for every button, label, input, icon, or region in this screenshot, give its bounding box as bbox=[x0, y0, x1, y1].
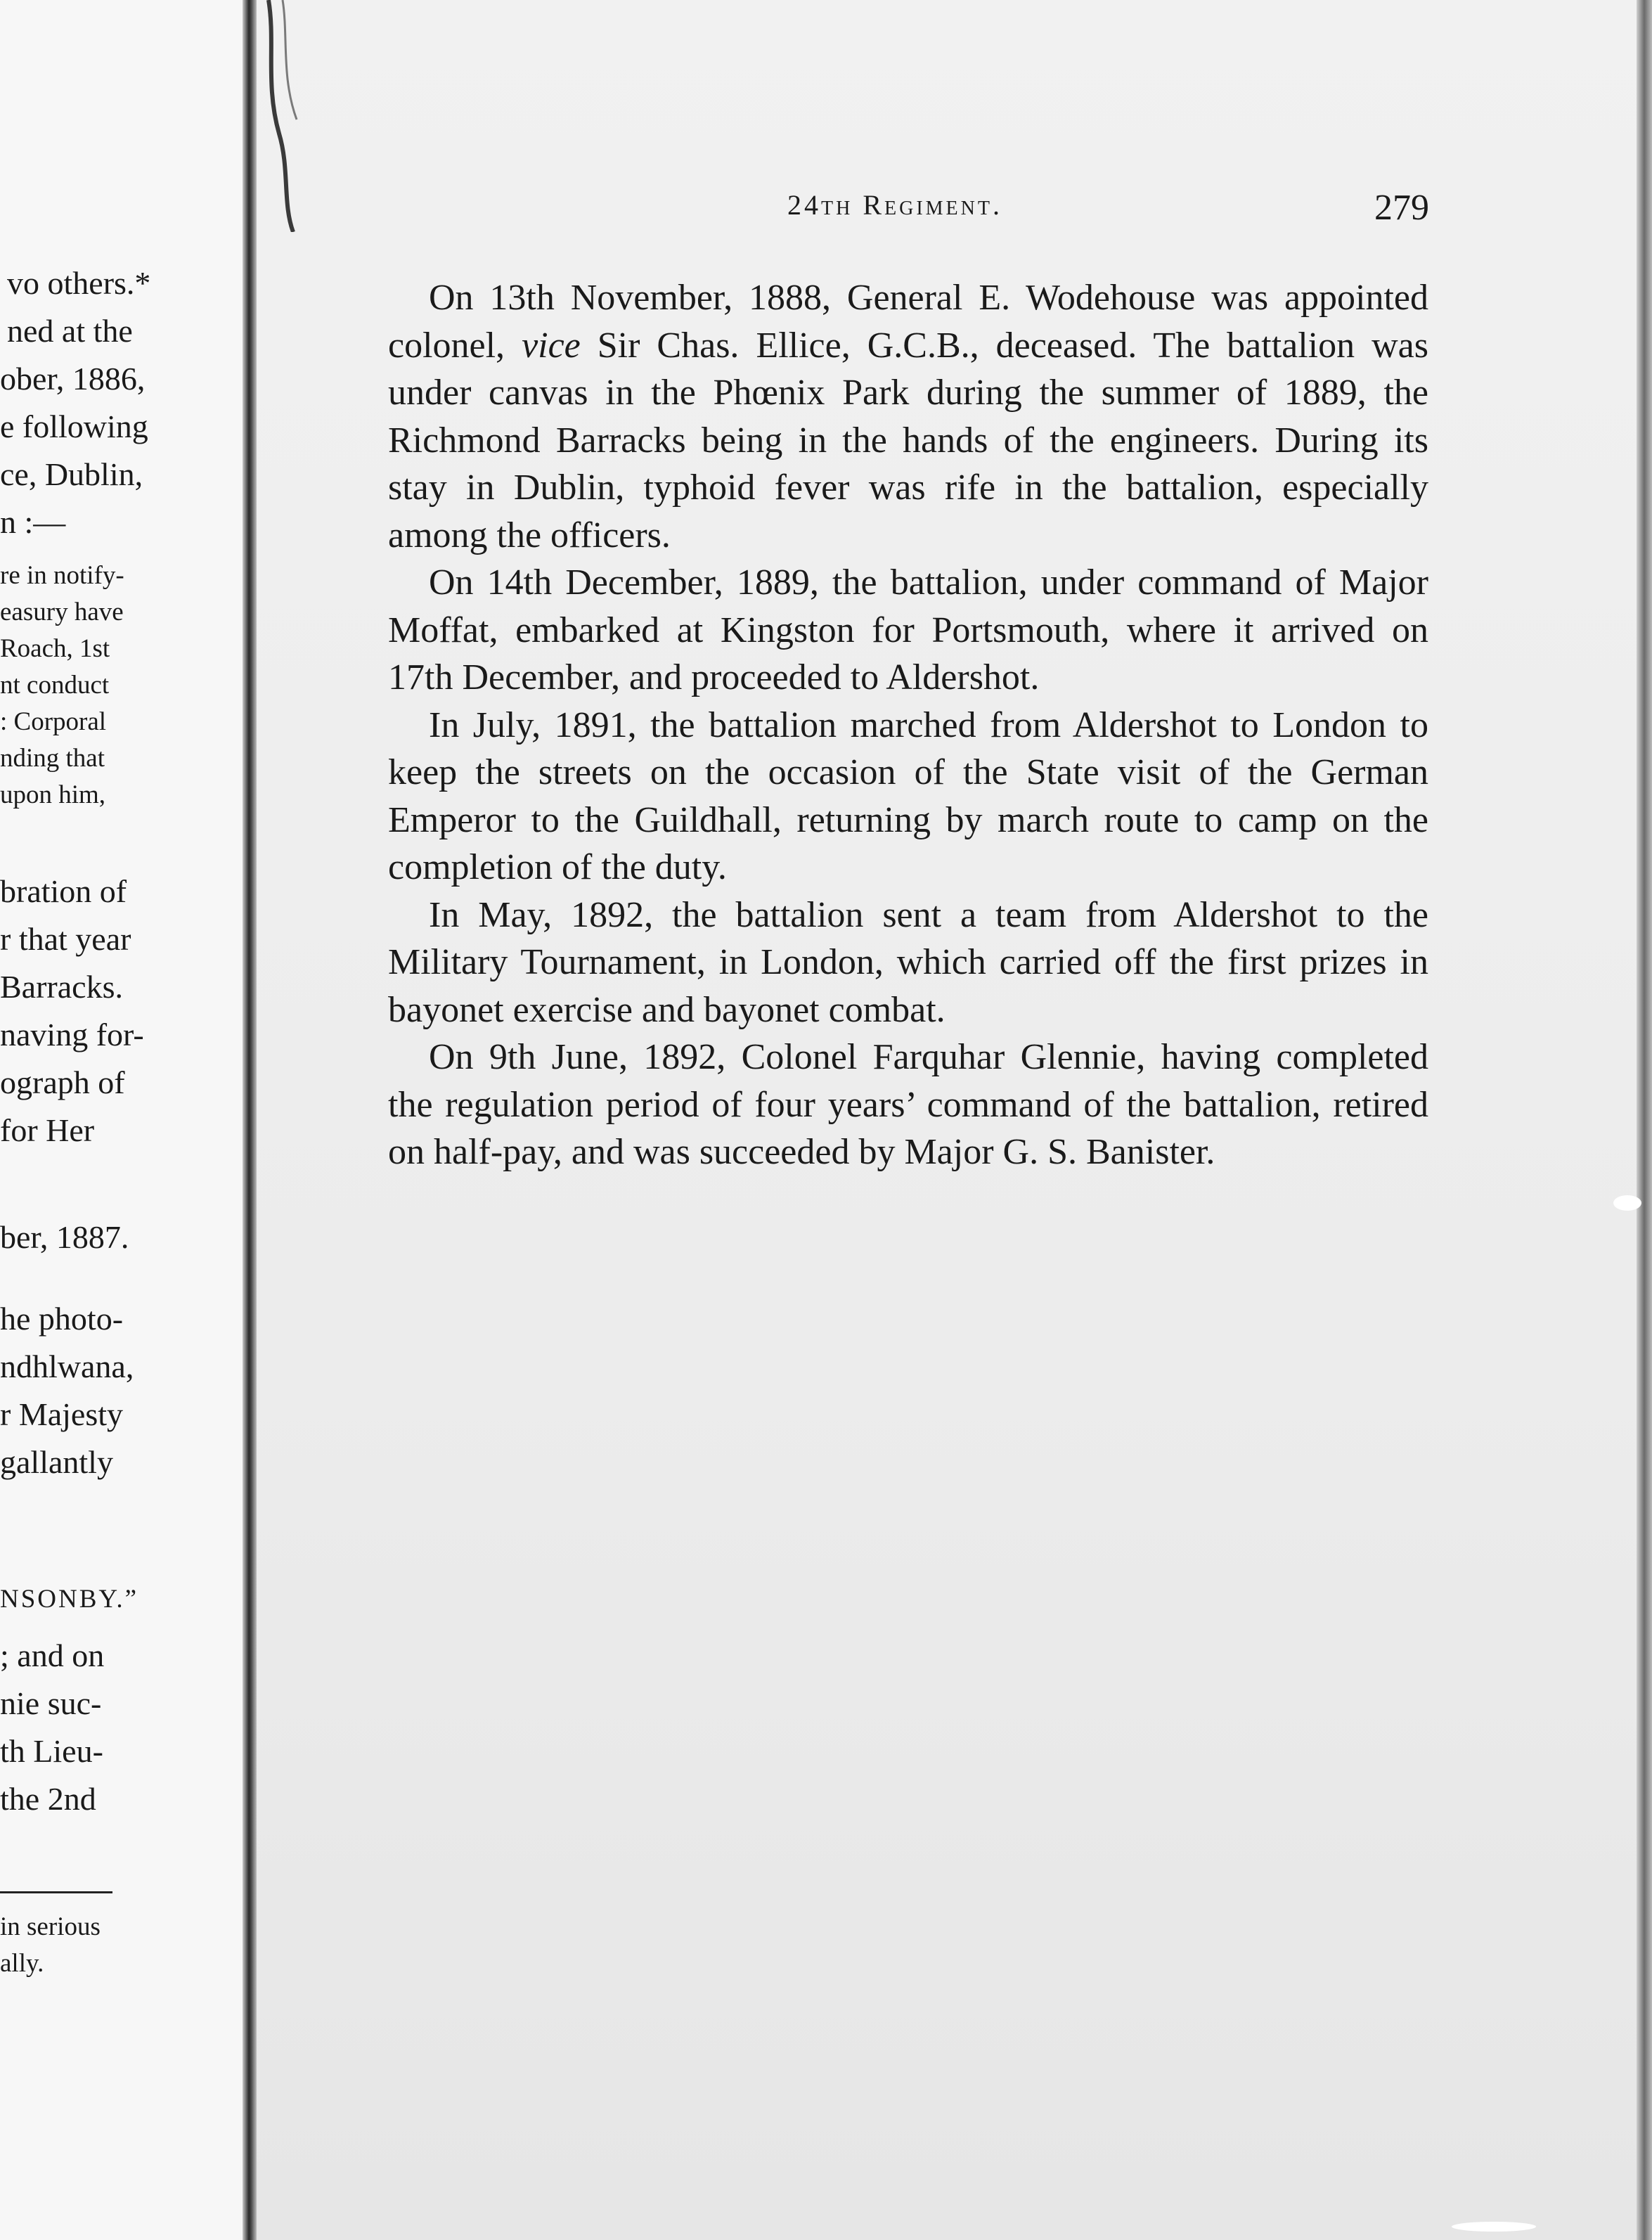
left-page-line: re in notify- bbox=[0, 561, 124, 590]
running-head-text: 24th Regiment. bbox=[787, 189, 1002, 221]
left-page-line: upon him, bbox=[0, 780, 106, 809]
paragraph-italic-text: vice bbox=[522, 325, 581, 366]
paper-speck bbox=[1613, 1195, 1641, 1211]
left-page-line: bration of bbox=[0, 873, 127, 909]
paragraph: On 14th December, 1889, the battalion, under command of Major Moffat, embarked at Kingston for Portsmouth, where it arrived on 17th December, and proceeded to Aldershot. bbox=[388, 562, 1428, 697]
footnote-line: ally. bbox=[0, 1949, 44, 1978]
left-page-line: e following bbox=[0, 408, 148, 444]
left-page-line: the 2nd bbox=[0, 1781, 96, 1817]
left-page-line: nie suc- bbox=[0, 1685, 102, 1721]
left-page-line: vo others.* bbox=[7, 265, 151, 301]
left-page-line: Roach, 1st bbox=[0, 634, 110, 663]
left-page-line: ce, Dublin, bbox=[0, 456, 143, 492]
paragraph-text: Sir Chas. Ellice, G.C.B., deceased. The battalion was under canvas in the Phœnix Park during the summer of 1889, the Richmond Barracks being in the hands of the engineers. During its stay in Dublin, typhoid fever was rife in the battalion, especially among the officers. bbox=[388, 325, 1428, 555]
left-page-line: for Her bbox=[0, 1112, 95, 1148]
left-page-line: ned at the bbox=[7, 313, 133, 349]
left-page-line: r Majesty bbox=[0, 1396, 124, 1432]
left-page bbox=[0, 0, 246, 2240]
left-page-line: gallantly bbox=[0, 1444, 113, 1480]
running-head bbox=[787, 191, 1002, 219]
body-text bbox=[388, 274, 1428, 1176]
left-page-line: nt conduct bbox=[0, 671, 110, 700]
left-page-line: NSONBY.” bbox=[0, 1585, 139, 1614]
left-page-line: ndhlwana, bbox=[0, 1348, 134, 1384]
left-page-line: ograph of bbox=[0, 1064, 125, 1100]
book-gutter bbox=[243, 0, 257, 2240]
left-page-line: naving for- bbox=[0, 1017, 144, 1053]
page-number: 279 bbox=[1374, 188, 1429, 228]
left-page-line: r that year bbox=[0, 921, 131, 957]
footnote-rule bbox=[0, 1891, 112, 1893]
left-page-line: ober, 1886, bbox=[0, 361, 146, 397]
paragraph: In July, 1891, the battalion marched from Aldershot to London to keep the streets on the occasion of the State visit of the German Emperor to the Guildhall, returning by march route to camp on the completion of the duty. bbox=[388, 704, 1428, 887]
left-page-line: : Corporal bbox=[0, 707, 107, 736]
left-page-line: he photo- bbox=[0, 1301, 124, 1337]
left-page-line: n :— bbox=[0, 504, 66, 540]
left-page-line: th Lieu- bbox=[0, 1733, 103, 1769]
paragraph-text: On 13th November, 1888, General E. Wodehouse was appointed colonel, bbox=[388, 278, 1428, 366]
paragraph bbox=[388, 274, 1428, 559]
paragraph: On 9th June, 1892, Colonel Farquhar Glennie, having completed the regulation period of four years’ command of the battalion, retired on half-pay, and was succeeded by Major G. S. Banister. bbox=[388, 1037, 1428, 1172]
binding-crease bbox=[262, 0, 339, 232]
left-page-line: ber, 1887. bbox=[0, 1219, 129, 1255]
left-page-line: ; and on bbox=[0, 1637, 105, 1673]
footnote-line: in serious bbox=[0, 1912, 101, 1941]
left-page-line: easury have bbox=[0, 598, 124, 626]
paper-speck bbox=[1452, 2222, 1536, 2232]
left-page-line: nding that bbox=[0, 744, 105, 773]
page-edge bbox=[1637, 0, 1652, 2240]
left-page-line: Barracks. bbox=[0, 969, 123, 1005]
paragraph: In May, 1892, the battalion sent a team from Aldershot to the Military Tournament, in London, which carried off the first prizes in bayonet exercise and bayonet combat. bbox=[388, 894, 1428, 1030]
